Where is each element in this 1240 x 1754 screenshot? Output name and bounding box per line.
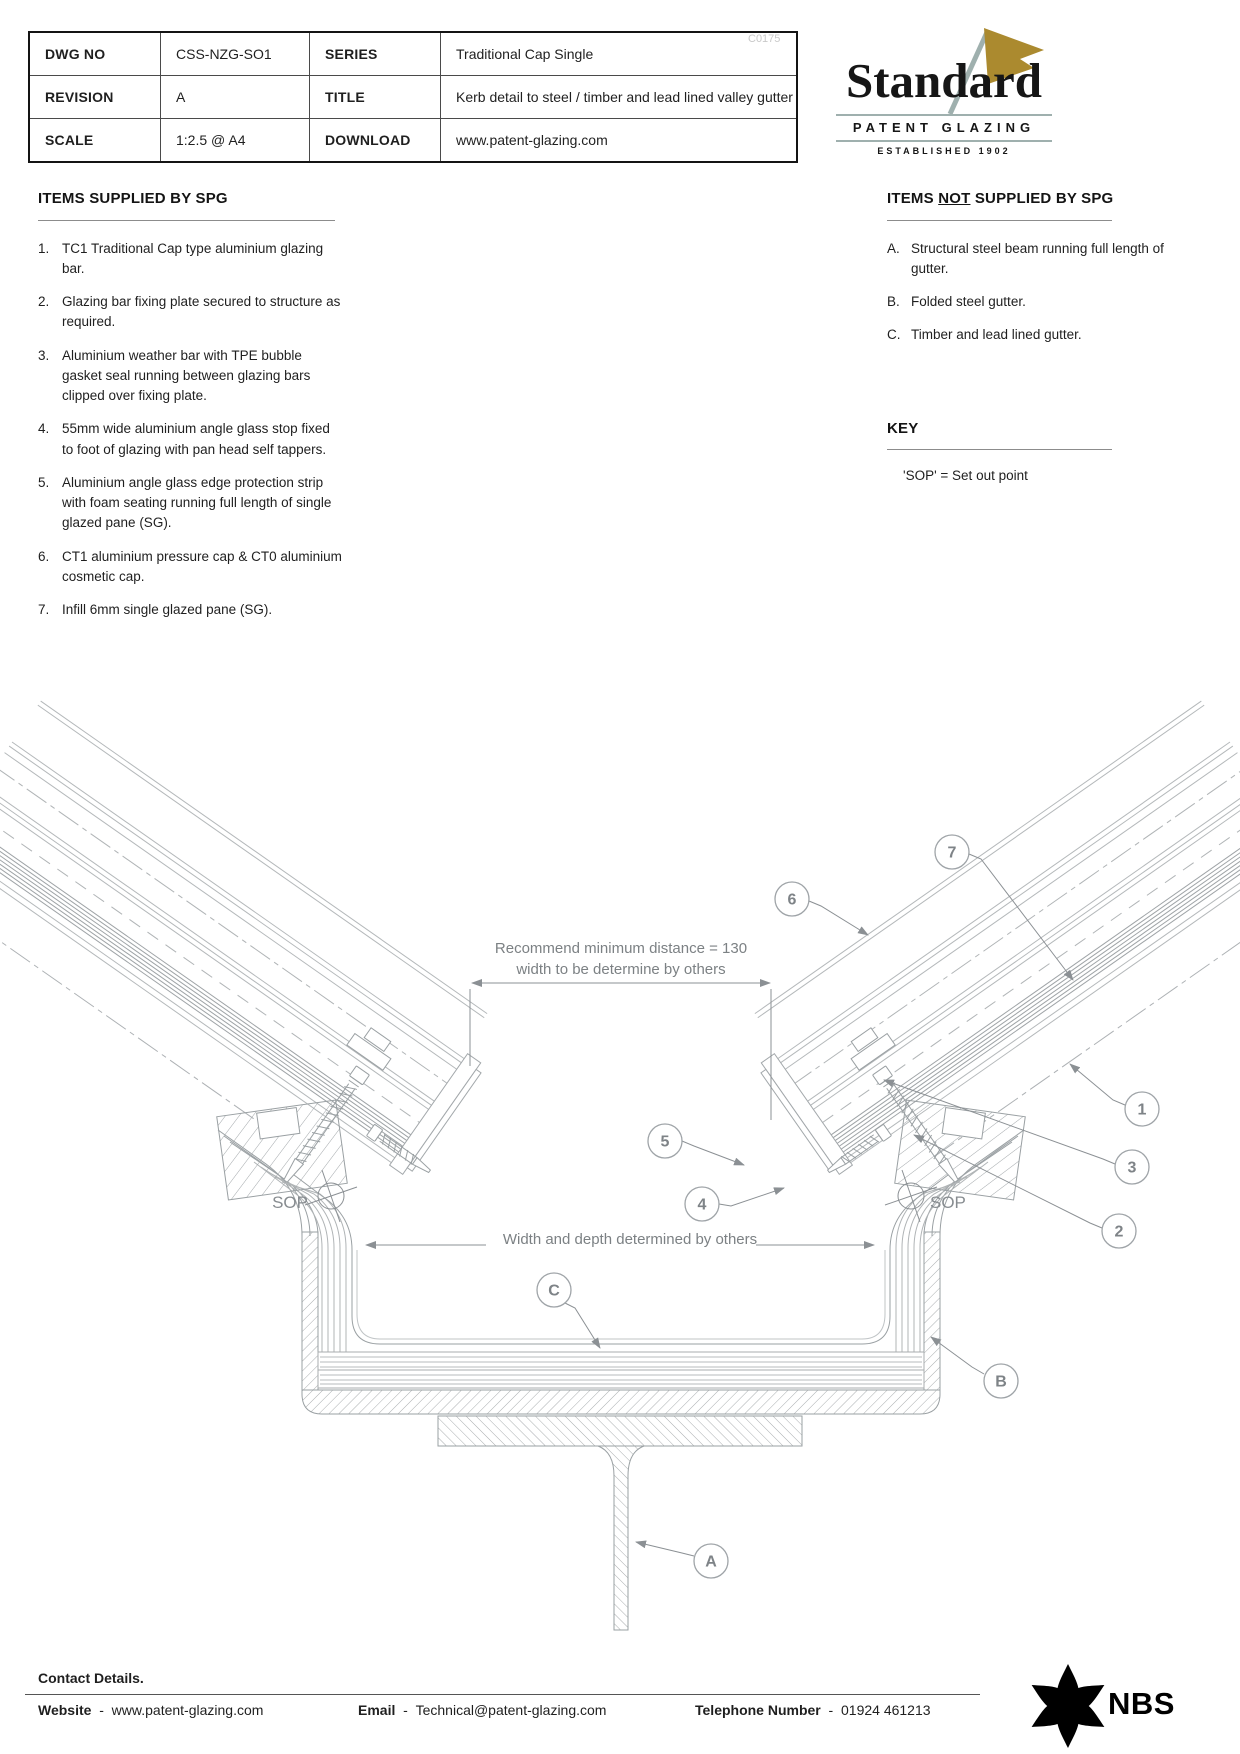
divider (887, 449, 1112, 450)
series-label: SERIES (310, 33, 441, 76)
dash: - (828, 1702, 834, 1718)
steel-beam (438, 1416, 802, 1630)
list-item (38, 239, 343, 280)
title-block (28, 31, 798, 163)
items-not-supplied-heading: ITEMS NOT SUPPLIED BY SPG (887, 190, 1114, 207)
svg-text:2: 2 (1114, 1223, 1124, 1241)
logo-name: Standard (845, 53, 1043, 108)
callout-balloon-A (694, 1544, 728, 1578)
callout-balloon-4 (685, 1187, 719, 1221)
callout-balloon-1 (1125, 1092, 1159, 1126)
website-label: Website (38, 1702, 92, 1718)
items-not-supplied-section (887, 188, 1192, 486)
callout-balloon-7 (935, 835, 969, 869)
logo-rule-top (836, 114, 1052, 116)
logo-established: ESTABLISHED 1902 (877, 146, 1011, 156)
logo-subtitle: PATENT GLAZING (852, 120, 1036, 135)
title-value: Kerb detail to steel / timber and lead lined valley gutter (441, 76, 796, 119)
item-text: Aluminium angle glass edge protection strip with foam seating running full length of single glazed pane (SG). (62, 474, 332, 531)
contact-phone (695, 1702, 931, 1718)
key-section (887, 418, 1192, 487)
list-item (38, 292, 343, 333)
download-url[interactable]: www.patent-glazing.com (456, 132, 608, 148)
scale-value: 1:2.5 @ A4 (161, 119, 310, 161)
item-text: Timber and lead lined gutter. (911, 327, 1082, 343)
list-item (887, 292, 1192, 312)
spg-logo (836, 26, 1052, 166)
item-number: 4. (38, 421, 50, 437)
list-item (38, 473, 343, 534)
item-number: 1. (38, 240, 50, 256)
svg-text:4: 4 (697, 1196, 707, 1214)
item-number: 2. (38, 294, 50, 309)
item-text: CT1 aluminium pressure cap & CT0 aluminium cosmetic cap. (62, 548, 342, 584)
svg-text:A: A (705, 1553, 717, 1571)
svg-text:Width and depth determined by: Width and depth determined by others (502, 1231, 758, 1248)
email-address[interactable]: Technical@patent-glazing.com (415, 1702, 607, 1718)
svg-text:7: 7 (947, 844, 957, 862)
list-item (38, 547, 343, 588)
email-label: Email (358, 1702, 396, 1718)
divider (38, 220, 335, 221)
phone-label: Telephone Number (695, 1702, 821, 1718)
item-text: Folded steel gutter. (911, 294, 1026, 309)
left-glass-stop (390, 1054, 486, 1178)
callout-balloon-C (537, 1273, 571, 1307)
callout-balloon-B (984, 1364, 1018, 1398)
contact-heading: Contact Details. (38, 1670, 144, 1686)
contact-email (358, 1702, 606, 1718)
dwg-no-value: CSS-NZG-SO1 (161, 33, 310, 76)
nbs-flower-icon (1030, 1660, 1106, 1752)
svg-text:3: 3 (1127, 1159, 1137, 1177)
item-text: Infill 6mm single glazed pane (SG). (62, 602, 273, 617)
dwg-no-label: DWG NO (30, 33, 161, 76)
item-letter: A. (887, 240, 900, 256)
items-supplied-heading: ITEMS SUPPLIED BY SPG (38, 190, 228, 207)
svg-text:6: 6 (787, 891, 797, 909)
phone-number: 01924 461213 (841, 1702, 931, 1718)
sop-label-right: SOP (930, 1193, 966, 1212)
logo-rule-bottom (836, 140, 1052, 142)
revision-label: REVISION (30, 76, 161, 119)
item-number: 6. (38, 548, 50, 564)
svg-text:width to be determine by other: width to be determine by others (516, 961, 726, 978)
dash: - (99, 1702, 104, 1718)
callout-leaders (565, 854, 1125, 1556)
svg-text:5: 5 (660, 1133, 670, 1151)
item-text: Structural steel beam running full length of gutter. (911, 240, 1164, 276)
nbs-label: NBS (1108, 1686, 1175, 1721)
svg-text:1: 1 (1137, 1101, 1147, 1119)
sop-label-left: SOP (272, 1193, 308, 1212)
item-text: Glazing bar fixing plate secured to structure as required. (62, 294, 341, 330)
website-url[interactable]: www.patent-glazing.com (111, 1702, 264, 1718)
divider (25, 1694, 980, 1695)
list-item (887, 239, 1192, 280)
callout-balloon-5 (648, 1124, 682, 1158)
items-supplied-section (38, 188, 343, 633)
nbs-logo (1030, 1660, 1230, 1752)
svg-text:B: B (995, 1373, 1007, 1391)
download-label: DOWNLOAD (310, 119, 441, 161)
callout-balloon-6 (775, 882, 809, 916)
key-entry: 'SOP' = Set out point (903, 468, 1028, 483)
item-text: 55mm wide aluminium angle glass stop fixed to foot of glazing with pan head self tappers. (62, 421, 330, 457)
callout-balloon-2 (1102, 1214, 1136, 1248)
dimension-top (470, 940, 771, 1120)
svg-text:Recommend minimum distance = 1: Recommend minimum distance = 130 (494, 940, 748, 957)
item-letter: B. (887, 294, 900, 309)
list-item (887, 325, 1192, 345)
dash: - (403, 1702, 408, 1718)
item-letter: C. (887, 327, 901, 343)
list-item (38, 600, 343, 620)
item-number: 7. (38, 602, 50, 617)
series-value: Traditional Cap Single (441, 33, 796, 76)
revision-value: A (161, 76, 310, 119)
item-text: Aluminium weather bar with TPE bubble gasket seal running between glazing bars clipped over fixing plate. (62, 347, 311, 403)
watermark: C0175 (748, 33, 781, 45)
list-item (38, 419, 343, 460)
item-number: 3. (38, 347, 50, 363)
list-item (38, 346, 343, 407)
scale-label: SCALE (30, 119, 161, 161)
title-label: TITLE (310, 76, 441, 119)
right-kerb-fixing (824, 1022, 1025, 1200)
contact-website (38, 1702, 263, 1718)
key-heading: KEY (887, 419, 919, 437)
dimension-bottom (366, 1231, 874, 1248)
callout-balloon-3 (1115, 1150, 1149, 1184)
item-number: 5. (38, 474, 50, 490)
divider (887, 220, 1112, 221)
item-text: TC1 Traditional Cap type aluminium glazing bar. (62, 240, 324, 276)
svg-text:C: C (548, 1282, 560, 1300)
